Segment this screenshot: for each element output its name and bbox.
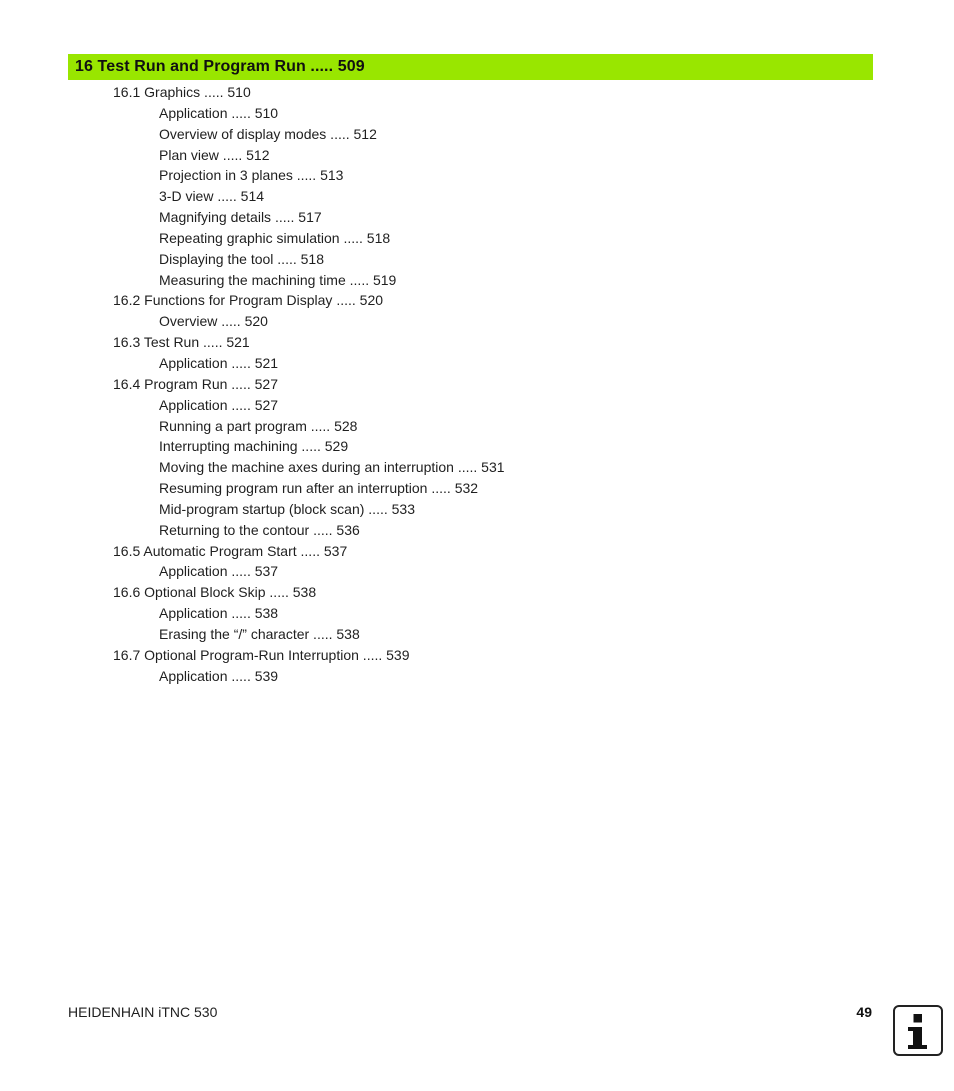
footer-manual-title: HEIDENHAIN iTNC 530 — [68, 1004, 218, 1020]
toc-subsection-entry[interactable]: Moving the machine axes during an interruption ..... 531 — [159, 459, 505, 476]
toc-subsection-entry[interactable]: Repeating graphic simulation ..... 518 — [159, 229, 391, 246]
toc-subsection-entry[interactable]: Plan view ..... 512 — [159, 146, 270, 163]
toc-subsection-entry[interactable]: Mid-program startup (block scan) ..... 533 — [159, 500, 415, 517]
toc-subsection-entry[interactable]: Displaying the tool ..... 518 — [159, 250, 324, 267]
toc-subsection-entry[interactable]: Application ..... 539 — [159, 667, 279, 684]
toc-subsection-entry[interactable]: Magnifying details ..... 517 — [159, 209, 322, 226]
toc-subsection-entry[interactable]: Application ..... 538 — [159, 605, 279, 622]
toc-section-entry[interactable]: 16.7 Optional Program-Run Interruption ..... 539 — [113, 646, 410, 663]
toc-subsection-entry[interactable]: Application ..... 521 — [159, 354, 279, 371]
toc-subsection-entry[interactable]: Resuming program run after an interruption ..... 532 — [159, 480, 479, 497]
toc-section-entry[interactable]: 16.3 Test Run ..... 521 — [113, 334, 250, 351]
toc-section-entry[interactable]: 16.2 Functions for Program Display ..... 520 — [113, 292, 384, 309]
toc-section-entry[interactable]: 16.5 Automatic Program Start ..... 537 — [113, 542, 348, 559]
toc-subsection-entry[interactable]: Measuring the machining time ..... 519 — [159, 271, 397, 288]
toc-section-entry[interactable]: 16.6 Optional Block Skip ..... 538 — [113, 584, 317, 601]
toc-subsection-entry[interactable]: Overview of display modes ..... 512 — [159, 125, 377, 142]
footer-page-number: 49 — [856, 1004, 872, 1020]
toc-subsection-entry[interactable]: Application ..... 537 — [159, 563, 279, 580]
toc-subsection-entry[interactable]: Application ..... 527 — [159, 396, 279, 413]
table-of-contents — [0, 82, 954, 686]
toc-subsection-entry[interactable]: Running a part program ..... 528 — [159, 417, 358, 434]
toc-subsection-entry[interactable]: Application ..... 510 — [159, 104, 279, 121]
chapter-heading-bar — [68, 54, 873, 80]
toc-section-entry[interactable]: 16.4 Program Run ..... 527 — [113, 375, 278, 392]
toc-subsection-entry[interactable]: Projection in 3 planes ..... 513 — [159, 167, 344, 184]
toc-subsection-entry[interactable]: 3-D view ..... 514 — [159, 188, 265, 205]
toc-subsection-entry[interactable]: Erasing the “/” character ..... 538 — [159, 625, 360, 642]
toc-subsection-entry[interactable]: Overview ..... 520 — [159, 313, 268, 330]
toc-subsection-entry[interactable]: Returning to the contour ..... 536 — [159, 521, 360, 538]
info-icon — [893, 1005, 943, 1056]
chapter-title[interactable]: 16 Test Run and Program Run ..... 509 — [75, 58, 365, 75]
toc-subsection-entry[interactable]: Interrupting machining ..... 529 — [159, 438, 349, 455]
toc-section-entry[interactable]: 16.1 Graphics ..... 510 — [113, 84, 251, 100]
